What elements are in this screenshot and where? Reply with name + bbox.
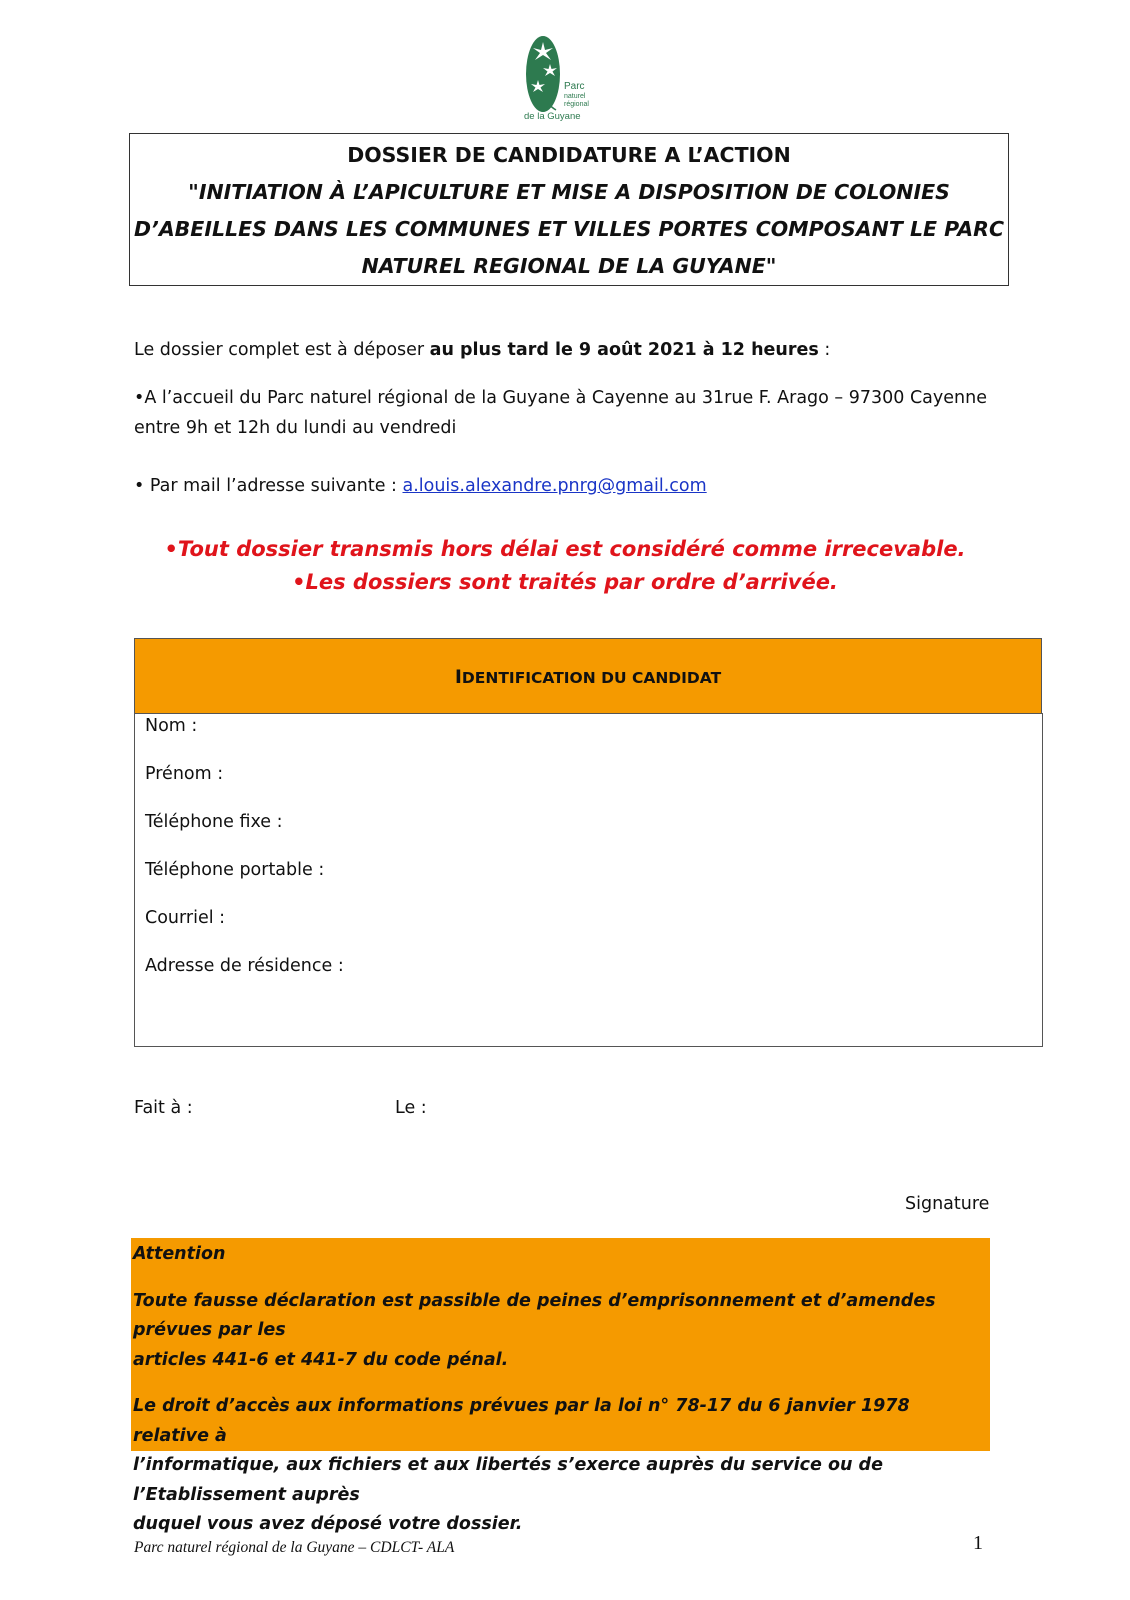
field-nom[interactable]: Nom :	[145, 716, 198, 736]
document-title-box	[129, 133, 1009, 286]
signature-label[interactable]: Signature	[905, 1194, 990, 1214]
attention-para2-line2: l’informatique, aux fichiers et aux libertés s’exerce auprès du service ou de l’Etablissement auprès	[133, 1455, 883, 1505]
fait-a-label[interactable]: Fait à :	[134, 1098, 193, 1118]
logo-text-guyane: de la Guyane	[524, 111, 581, 122]
field-prenom[interactable]: Prénom :	[145, 764, 224, 784]
warning-late-submission: •Tout dossier transmis hors délai est considéré comme irrecevable.	[164, 537, 966, 561]
field-courriel[interactable]: Courriel :	[145, 908, 226, 928]
deadline-date: au plus tard le 9 août 2021 à 12 heures	[429, 340, 819, 360]
email-prefix: • Par mail l’adresse suivante :	[134, 476, 403, 496]
attention-para2-line1: Le droit d’accès aux informations prévues par la loi n° 78-17 du 6 janvier 1978 relative à	[133, 1396, 910, 1446]
attention-title: Attention	[133, 1244, 226, 1264]
page-footer: Parc naturel régional de la Guyane – CDLCT- ALA	[134, 1539, 455, 1556]
submission-option-email	[134, 471, 707, 501]
park-logo	[526, 34, 604, 126]
email-link[interactable]: a.louis.alexandre.pnrg@gmail.com	[402, 476, 707, 496]
attention-box	[131, 1238, 990, 1534]
logo-text-naturel: naturel	[564, 93, 586, 100]
title-line-1: DOSSIER DE CANDIDATURE A L’ACTION	[347, 143, 791, 167]
attention-para1-line2: articles 441-6 et 441-7 du code pénal.	[133, 1349, 509, 1370]
logo-text-parc: Parc	[564, 81, 585, 92]
title-line-3: D’ABEILLES DANS LES COMMUNES ET VILLES PORTES COMPOSANT LE PARC	[134, 217, 1004, 241]
identification-form	[134, 713, 1043, 1047]
office-line-2: entre 9h et 12h du lundi au vendredi	[134, 418, 457, 438]
title-line-4: NATUREL REGIONAL DE LA GUYANE"	[361, 254, 777, 278]
logo-text-regional: régional	[564, 101, 589, 108]
title-line-2: "INITIATION À L’APICULTURE ET MISE A DISPOSITION DE COLONIES	[188, 180, 950, 204]
date-label[interactable]: Le :	[395, 1098, 427, 1118]
deadline-suffix: :	[818, 340, 831, 360]
identification-title: IDENTIFICATION DU CANDIDAT	[454, 666, 722, 688]
office-line-1: •A l’accueil du Parc naturel régional de la Guyane à Cayenne au 31rue F. Arago – 97300 Cayenne	[134, 388, 987, 408]
deadline-paragraph	[134, 335, 830, 365]
field-adresse[interactable]: Adresse de résidence :	[145, 956, 344, 976]
submission-option-office	[134, 383, 987, 443]
field-telephone-portable[interactable]: Téléphone portable :	[145, 860, 325, 880]
attention-para1-line1: Toute fausse déclaration est passible de peines d’emprisonnement et d’amendes prévues par les	[133, 1290, 936, 1340]
identification-header	[134, 638, 1042, 714]
field-telephone-fixe[interactable]: Téléphone fixe :	[145, 812, 283, 832]
deadline-prefix: Le dossier complet est à déposer	[134, 340, 430, 360]
page-number: 1	[973, 1532, 983, 1554]
attention-para2-line3: duquel vous avez déposé votre dossier.	[133, 1514, 523, 1534]
warning-order-of-arrival: •Les dossiers sont traités par ordre d’arrivée.	[292, 570, 838, 594]
